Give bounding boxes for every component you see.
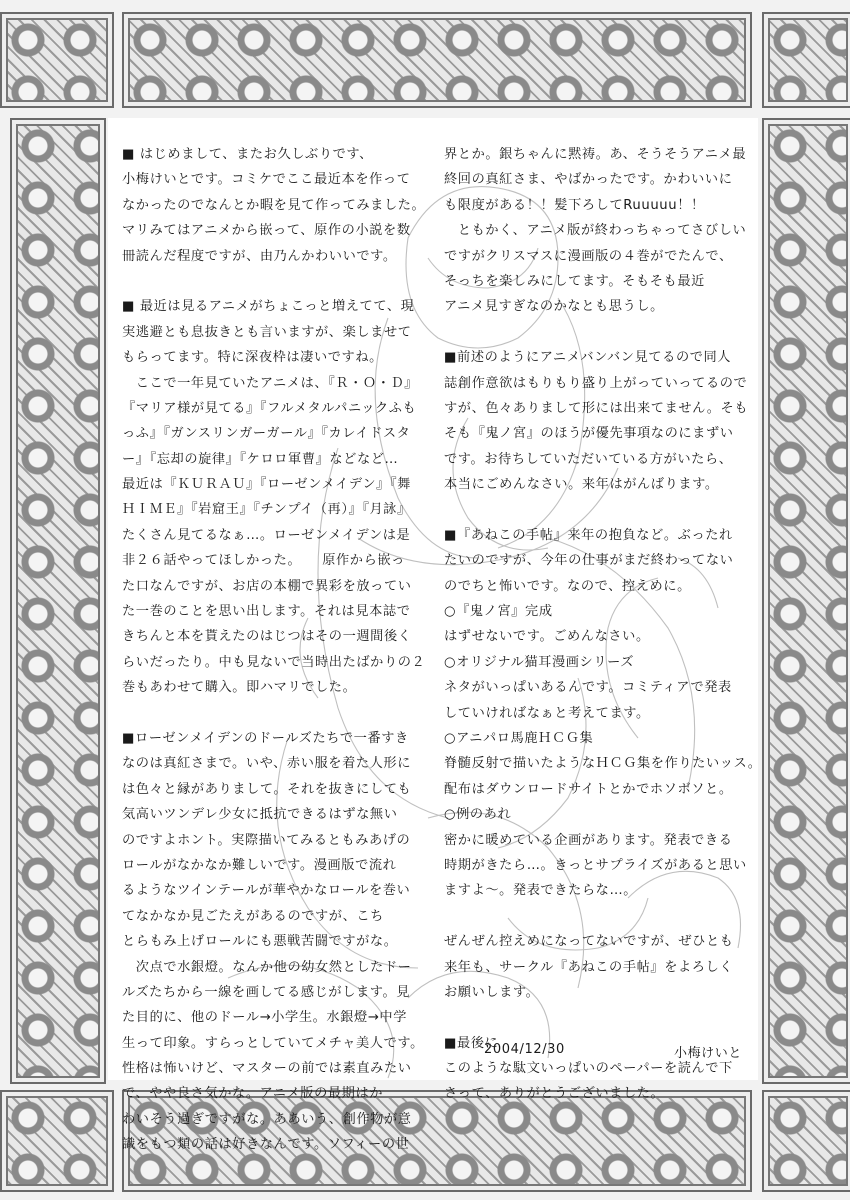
text-line: 巻もあわせて購入。即ハマリでした。: [122, 680, 357, 696]
text-line: ここで一年見ていたアニメは、『Ｒ・Ｏ・Ｄ』: [122, 375, 419, 391]
paragraph-gap: [122, 701, 442, 726]
text-panel: [108, 118, 762, 1153]
ornamental-border-bottom-right: [762, 1090, 850, 1192]
text-line: わいそう過ぎですがな。ああいう、創作物が意: [122, 1111, 412, 1127]
text-line: 最近は『ＫＵＲＡＵ』『ローゼンメイデン』『舞: [122, 477, 411, 493]
text-line: なのは真紅さまで。いや、赤い服を着た人形に: [122, 756, 412, 772]
paragraph-gap: [444, 320, 754, 345]
text-line: 終回の真紅さま、やばかったです。かわいいに: [444, 172, 733, 188]
text-line: そも『鬼ノ宮』のほうが優先事項なのにまずい: [444, 426, 734, 442]
text-line: 密かに暖めている企画があります。発表できる: [444, 832, 733, 848]
ornamental-border-top: [122, 12, 752, 108]
text-line: とらもみ上げロールにも悪戦苦闘ですがな。: [122, 934, 398, 950]
text-line: ネタがいっぱいあるんです。コミティアで発表: [444, 680, 732, 696]
signature-line: [484, 1042, 742, 1061]
text-line: 識をもつ類の話は好きなんです。ソフィーの世: [122, 1137, 410, 1153]
text-line: ○例のあれ: [444, 807, 512, 823]
author-name: 小梅けいと: [673, 1046, 742, 1061]
text-line: たくさん見てるなぁ…。ローゼンメイデンは是: [122, 527, 411, 543]
right-text-column: [444, 142, 762, 1107]
text-line: もらってます。特に深夜枠は凄いですね。: [122, 350, 383, 366]
date-text: 2004/12/30: [484, 1042, 565, 1057]
paragraph-gap: [444, 904, 754, 929]
ornamental-border-right: [762, 118, 850, 1084]
text-line: のでちと怖いです。なので、控えめに。: [444, 578, 691, 594]
text-line: た目的に、他のドール→小学生。水銀燈→中学: [122, 1010, 407, 1026]
text-line: ＨＩＭＥ』『岩窟王』『チンプイ（再）』『月詠』: [122, 502, 411, 518]
text-line: た一巻のことを思い出します。それは見本誌で: [122, 604, 411, 620]
text-line: 非２６話やってほしかった。 原作から嵌っ: [122, 553, 405, 569]
text-line: ともかく、アニメ版が終わっちゃってさびしい: [444, 223, 747, 239]
text-line: ■ はじめまして、またお久しぶりです、: [122, 147, 373, 162]
text-line: 実逃避とも息抜きとも言いますが、楽しませて: [122, 324, 412, 340]
ornamental-border-bottom-left: [0, 1090, 114, 1192]
text-line: 次点で水銀燈。なんか他の幼女然としたドー: [122, 959, 412, 975]
text-line: ■『あねこの手帖』来年の抱負など。ぶったれ: [444, 527, 733, 543]
text-line: ■ 最近は見るアニメがちょこっと増えてて、現: [122, 299, 415, 315]
text-line: 時期がきたら…。きっとサプライズがあると思い: [444, 857, 747, 873]
text-line: ー』『忘却の旋律』『ケロロ軍曹』などなど…: [122, 451, 399, 467]
text-line: らいだったり。中も見ないで当時出たばかりの２: [122, 654, 426, 670]
paragraph-gap: [444, 1005, 754, 1030]
text-line: 小梅けいとです。コミケでここ最近本を作って: [122, 172, 411, 188]
text-line: ○アニパロ馬鹿ＨＣＧ集: [444, 730, 594, 746]
text-line: はずせないです。ごめんなさい。: [444, 629, 650, 645]
ornamental-border-left: [10, 118, 106, 1084]
text-line: ○『鬼ノ宮』完成: [444, 604, 553, 620]
text-line: していければなぁと考えてます。: [444, 705, 650, 721]
text-line: 来年も、サークル『あねこの手帖』をよろしく: [444, 959, 734, 975]
text-line: きちんと本を貰えたのはじつはその一週間後く: [122, 629, 412, 645]
text-line: マリみてはアニメから嵌って、原作の小説を数: [122, 223, 411, 239]
text-line: 配布はダウンロードサイトとかでホソボソと。: [444, 781, 733, 797]
text-line: です。お待ちしていただいている方がいたら、: [444, 451, 733, 467]
text-line: ぜんぜん控えめになってないですが、ぜひとも: [444, 934, 734, 950]
text-line: たいのですが、今年の仕事がまだ終わってない: [444, 553, 734, 569]
text-line: た口なんですが、お店の本棚で異彩を放ってい: [122, 578, 412, 594]
text-line: なかったのでなんとか暇を見て作ってみました。: [122, 197, 426, 213]
text-line: 本当にごめんなさい。来年はがんばります。: [444, 477, 719, 493]
text-line: ■前述のようにアニメバンバン見てるので同人: [444, 350, 732, 366]
text-line: お願いします。: [444, 984, 540, 1000]
text-line: てなかなか見ごたえがあるのですが、こち: [122, 908, 384, 924]
paragraph-gap: [444, 497, 754, 522]
text-line: ますよ～。発表できたらな…。: [444, 883, 638, 899]
text-line: ロールがなかなか難しいです。漫画版で流れ: [122, 857, 397, 873]
text-line: 気高いツンデレ少女に抵抗できるはずな無い: [122, 807, 398, 823]
text-line: で、やや良さ気かな。アニメ版の最期はか: [122, 1086, 384, 1102]
text-line: のですよホント。実際描いてみるともみあげの: [122, 832, 411, 848]
text-line: ○オリジナル猫耳漫画シリーズ: [444, 654, 635, 670]
text-line: 性格は怖いけど、マスターの前では素直みたい: [122, 1061, 412, 1077]
text-line: ですがクリスマスに漫画版の４巻がでたんで、: [444, 248, 733, 264]
text-line: も限度がある！！髪下ろしてRuuuuu！！: [444, 197, 705, 213]
text-line: さって、ありがとうございました。: [444, 1086, 665, 1102]
text-line: ■最後に: [444, 1035, 499, 1051]
text-line: 界とか。銀ちゃんに黙祷。あ、そうそうアニメ最: [444, 147, 747, 162]
text-line: 脊髄反射で描いたようなＨＣＧ集を作りたいッス。: [444, 756, 762, 772]
text-line: ルズたちから一線を画してる感じがします。見: [122, 984, 411, 1000]
text-line: 誌創作意欲はもりもり盛り上がっていってるので: [444, 375, 748, 391]
text-line: 冊読んだ程度ですが、由乃んかわいいです。: [122, 248, 397, 264]
text-line: そっちを楽しみにしてます。そもそも最近: [444, 273, 705, 289]
left-text-column: [122, 142, 442, 1158]
text-line: ■ローゼンメイデンのドールズたちで一番すき: [122, 730, 409, 746]
text-line: は色々と縁がありまして。それを抜きにしても: [122, 781, 412, 797]
text-line: 生って印象。すらっとしていてメチャ美人です。: [122, 1035, 424, 1051]
text-line: 『マリア様が見てる』『フルメタルパニックふも: [122, 400, 417, 416]
paragraph-gap: [122, 269, 442, 294]
text-line: このような駄文いっぱいのペーパーを読んで下: [444, 1061, 733, 1077]
text-line: アニメ見すぎなのかなとも思うし。: [444, 299, 664, 315]
text-line: っふ』『ガンスリンガーガール』『カレイドスタ: [122, 426, 411, 442]
text-line: すが、色々ありまして形には出来てません。そも: [444, 400, 749, 416]
ornamental-border-top-left: [0, 12, 114, 108]
ornamental-border-top-right: [762, 12, 850, 108]
text-line: るようなツインテールが華やかなロールを巻い: [122, 883, 411, 899]
